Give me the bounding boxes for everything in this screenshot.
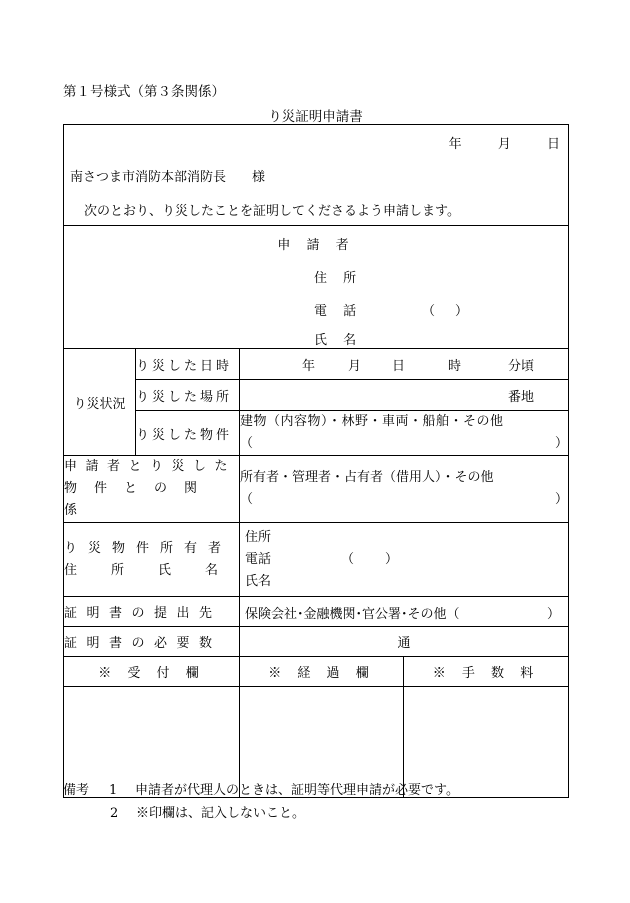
submission-label: 証明書の提出先 (64, 597, 240, 627)
addressee-name: 南さつま市消防本部消防長 (70, 170, 227, 185)
disaster-property-label: り災した物件 (136, 411, 240, 456)
date-year: 年 (302, 359, 316, 374)
note-1-text: 申請者が代理人のときは、証明等代理申請が必要です。 (135, 783, 459, 798)
copies-unit: 通 (397, 636, 411, 651)
date-hour: 時 (448, 359, 462, 374)
applicant-phone-paren-open: （ (422, 304, 436, 319)
relationship-paren-close: ） (554, 492, 568, 507)
header-block (64, 125, 569, 226)
form-number: 第１号様式（第３条関係） (63, 84, 225, 100)
form-title: り災証明申請書 (268, 109, 363, 125)
progress-header: ※ 経 過 欄 (240, 657, 404, 687)
relationship-label-text1: 申請者とり災した (64, 459, 237, 474)
note-1-number: 1 (109, 783, 118, 798)
applicant-address-label[interactable]: 住 所 (314, 271, 363, 286)
note-2-number: 2 (110, 806, 119, 821)
relationship-label-line2: 物件との関係 (64, 481, 215, 518)
date-minute: 分頃 (508, 359, 535, 374)
relationship-label (64, 456, 240, 523)
addressee (70, 166, 265, 185)
property-paren-open: （ (240, 436, 254, 451)
owner-label-line1: り災物件所有者 (64, 540, 233, 556)
owner-label (64, 523, 253, 597)
submission-options: 保険会社･金融機関･官公署･その他（ (245, 606, 460, 622)
submission-field[interactable] (240, 597, 569, 627)
owner-address-label: 住所 (245, 529, 272, 545)
fee-header: ※ 手 数 料 (404, 657, 569, 687)
date-month: 月 (348, 359, 362, 374)
relationship-label-line1 (64, 456, 239, 478)
owner-phone-label: 電話 (245, 551, 272, 567)
date-day: 日 (392, 359, 406, 374)
disaster-property-field[interactable] (240, 411, 569, 456)
owner-phone-paren-open: （ (341, 551, 355, 567)
relationship-options: 所有者・管理者・占有者（借用人）・その他 (240, 470, 494, 485)
month-field[interactable]: 月 (497, 137, 511, 152)
disaster-place-label: り災した場所 (136, 380, 240, 411)
applicant-title: 申 請 者 (277, 238, 355, 253)
date-line (417, 133, 560, 152)
applicant-name-label[interactable]: 氏 名 (314, 333, 363, 348)
relationship-field[interactable] (240, 456, 569, 523)
copies-field[interactable] (240, 627, 569, 657)
owner-label-line2 (64, 560, 253, 582)
note-2-text: ※印欄は、記入しないこと。 (136, 806, 306, 821)
place-suffix: 番地 (507, 389, 534, 405)
property-options: 建物（内容物）・林野・車両・船舶・その他 (240, 414, 504, 429)
copies-label: 証明書の必要数 (64, 627, 240, 657)
year-field[interactable]: 年 (448, 137, 462, 152)
notes-heading: 備考 (63, 783, 90, 798)
disaster-place-field[interactable] (240, 380, 569, 411)
day-field[interactable]: 日 (546, 137, 560, 152)
owner-field[interactable] (240, 523, 569, 597)
owner-phone-paren-close: ） (385, 551, 399, 567)
disaster-date-label: り災した日時 (136, 349, 240, 380)
submission-paren-close: ） (546, 606, 560, 622)
note-2 (110, 802, 305, 821)
disaster-date-field[interactable] (240, 349, 569, 380)
note-1 (63, 779, 459, 798)
owner-name-label: 氏名 (245, 573, 272, 589)
applicant-block (64, 226, 569, 349)
relationship-paren-open: （ (240, 492, 254, 507)
reception-header: ※ 受 付 欄 (64, 657, 240, 687)
request-text: 次のとおり、り災したことを証明してくださるよう申請します。 (84, 204, 460, 219)
applicant-phone-label[interactable]: 電 話 (314, 304, 363, 319)
property-paren-close: ） (554, 436, 568, 451)
applicant-phone-paren-close: ） (455, 304, 469, 319)
honorific: 様 (252, 170, 266, 185)
owner-label-text2: 住所氏名 (64, 562, 253, 578)
application-form (63, 124, 569, 798)
disaster-status-label: り災状況 (64, 349, 136, 456)
